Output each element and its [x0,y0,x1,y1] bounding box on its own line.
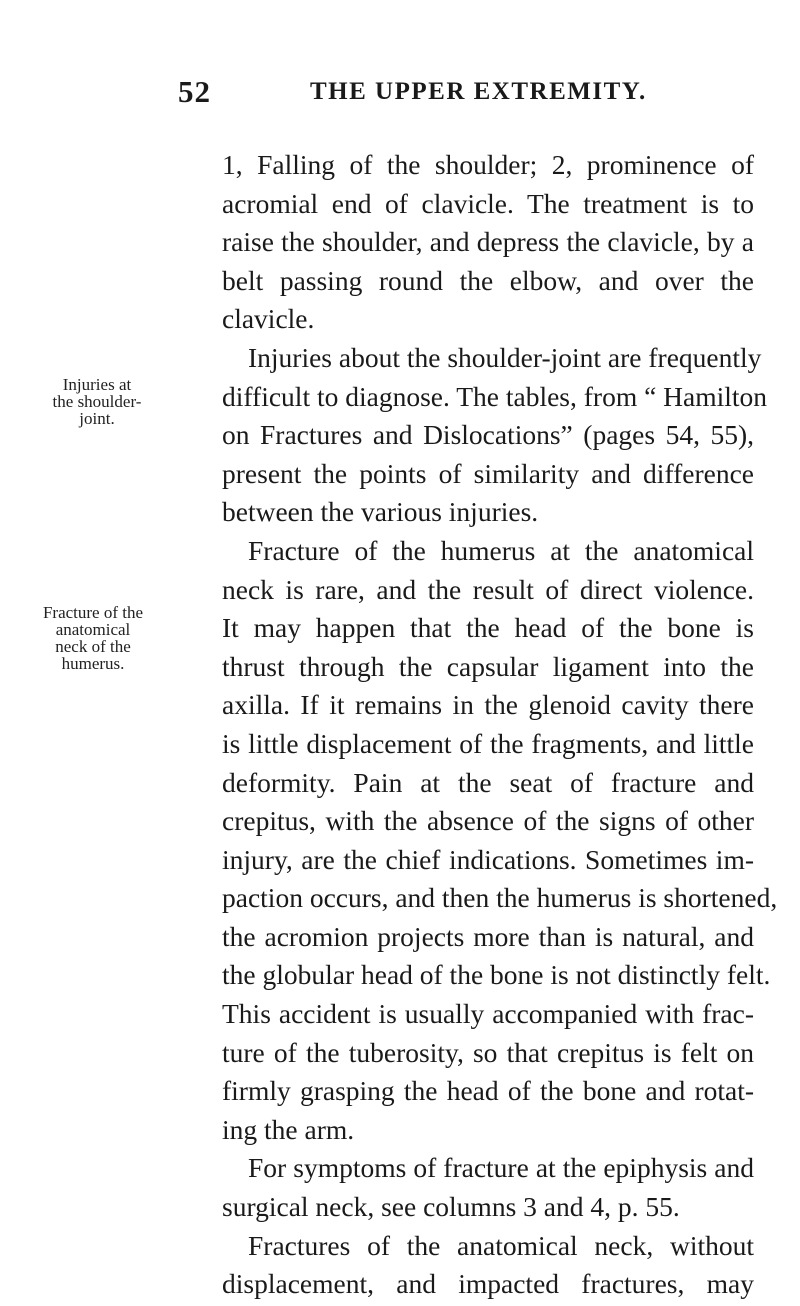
text-line: For symptoms of fracture at the epiphysis and [248,1152,754,1184]
text-line: acromial end of clavicle. The treatment is to [222,187,754,219]
page-header [0,74,800,114]
text-line: the globular head of the bone is not distinctly felt. [222,959,771,991]
text-line: clavicle. [222,303,315,335]
running-head: THE UPPER EXTREMITY. [310,78,647,105]
text-line: This accident is usually accompanied with frac- [222,998,754,1030]
text-line: is little displacement of the fragments, and little [222,727,754,759]
text-line: Injuries about the shoulder-joint are frequently [248,341,762,373]
text-line: on Fractures and Dislocations” (pages 54, 55), [222,419,754,451]
sidenote-line: joint. [79,409,115,428]
text-line: between the various injuries. [222,496,539,528]
text-line: axilla. If it remains in the glenoid cavity there [222,689,754,721]
text-line: surgical neck, see columns 3 and 4, p. 55. [222,1191,680,1223]
text-line: belt passing round the elbow, and over the [222,264,754,296]
page-number: 52 [178,74,211,109]
text-line: displacement, and impacted fractures, may [222,1268,754,1300]
text-line: thrust through the capsular ligament into the [222,650,754,682]
sidenote-line: the shoulder- [52,392,142,411]
text-line: neck is rare, and the result of direct violence. [222,573,754,605]
text-line: crepitus, with the absence of the signs of other [222,805,754,837]
text-line: raise the shoulder, and depress the clavicle, by a [222,226,754,258]
text-line: difficult to diagnose. The tables, from “ Hamilton [222,380,768,412]
sidenote-line: Fracture of the [42,603,144,622]
text-line: Fractures of the anatomical neck, without [248,1229,754,1261]
text-line: injury, are the chief indications. Sometimes im- [222,843,754,875]
sidenote-line: Injuries at [62,375,132,394]
text-line: ture of the tuberosity, so that crepitus is felt on [222,1036,754,1068]
text-line: 1, Falling of the shoulder; 2, prominence of [222,149,754,180]
sidenote-line: anatomical [55,620,131,639]
text-line: ing the arm. [222,1113,355,1145]
text-line: Fracture of the humerus at the anatomical [248,534,754,566]
sidenote-fracture-anatomical-neck [18,604,168,672]
text-line: firmly grasping the head of the bone and rotat- [222,1075,754,1107]
text-line: the acromion projects more than is natural, and [222,920,754,952]
sidenote-line: neck of the [55,637,131,656]
sidenote-line: humerus. [61,654,125,673]
text-line: paction occurs, and then the humerus is shortened, [222,882,778,914]
text-line: present the points of similarity and difference [222,457,754,489]
text-line: deformity. Pain at the seat of fracture and [222,766,754,798]
text-line: It may happen that the head of the bone is [222,612,754,644]
sidenote-injuries-shoulder-joint [36,376,158,427]
body-text [222,146,778,1304]
